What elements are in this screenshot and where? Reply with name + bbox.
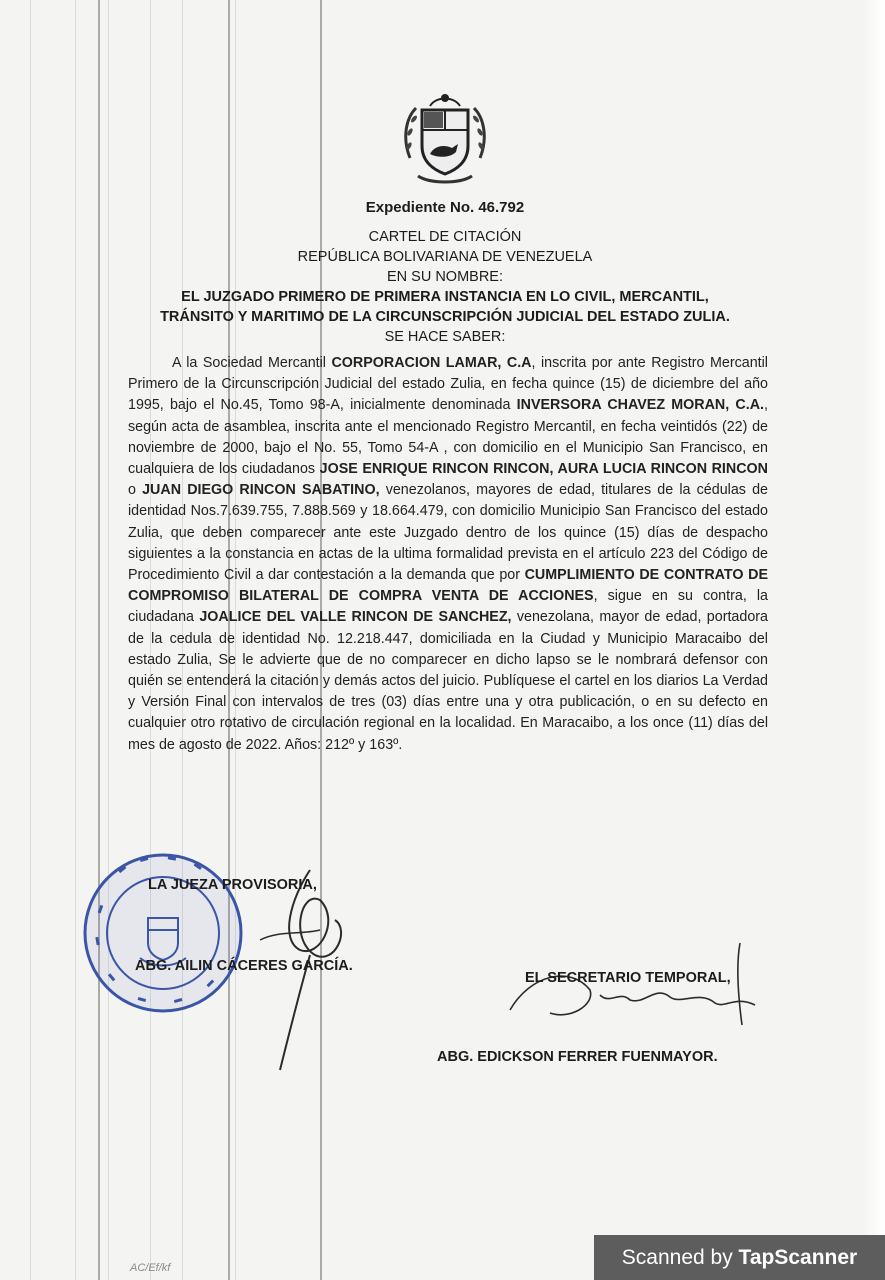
se-hace-saber: SE HACE SABER: [384,329,506,345]
body-text: A la Sociedad Mercantil [172,355,332,371]
court-name-line2: TRÁNSITO Y MARITIMO DE LA CIRCUNSCRIPCIÓN JUDICIAL DEL ESTADO ZULIA. [160,309,730,325]
watermark-prefix: Scanned by [621,1246,739,1269]
page-right-edge [863,0,885,1280]
republic-name: REPÚBLICA BOLIVARIANA DE VENEZUELA [297,249,593,265]
body-text: , según acta de asamblea, inscrita ante el mencionado Registro Mercantil, en fecha veintidós (22) de noviembre de 2000, bajo el No. 55, Tomo 54-A , con domicilio en el Municipio San Francisco, en cualquiera de los ciudadanos [128,397,768,478]
jueza-title: LA JUEZA PROVISORIA, [148,877,317,893]
body-text: , inscrita por ante Registro Mercantil Primero de la Circunscripción Judicial del estado Zulia, en fecha quince (15) de diciembre del año 1995, bajo el No.45, Tomo 98-A, inicialmente denominada [128,355,768,414]
court-name-line1: EL JUZGADO PRIMERO DE PRIMERA INSTANCIA EN LO CIVIL, MERCANTIL, [181,289,709,305]
lawsuit-subject: CUMPLIMIENTO DE CONTRATO DE COMPROMISO BILATERAL DE COMPRA VENTA DE ACCIONES [128,567,768,605]
jueza-name: ABG. AILIN CÁCERES GARCÍA. [135,958,353,974]
secretario-name: ABG. EDICKSON FERRER FUENMAYOR. [437,1049,718,1065]
scan-streak [75,0,76,1280]
document-reference: AC/Ef/kf [130,1262,171,1274]
body-text: venezolana, mayor de edad, portadora de la cedula de identidad No. 12.218.447, domiciliada en la Ciudad y Municipio Maracaibo del estado Zulia, Se le advierte que de no comparecer en dicho lapso se le nombrará defensor con quién se entenderá la citación y demás actos del juicio. Publíquese el cartel en los diarios La Verdad y Versión Final con intervalos de tres (03) días entre una y otra publicación, o en su defecto en cualquier otro rotativo de circulación regional en la localidad. En Maracaibo, a los once (11) días del mes de agosto de 2022. Años: 212º y 163º. [128,609,768,753]
plaintiff-name: JOALICE DEL VALLE RINCON DE SANCHEZ, [199,609,512,626]
company-name: CORPORACION LAMAR, C.A [331,355,532,371]
citizen-name: JUAN DIEGO RINCON SABATINO, [142,482,380,499]
expediente-number: Expediente No. 46.792 [365,199,525,216]
body-text: o [128,482,143,499]
citation-body [128,353,768,756]
tapscanner-watermark [594,1235,885,1280]
citizen-names: JOSE ENRIQUE RINCON RINCON, AURA LUCIA RINCON RINCON [319,461,769,478]
scan-streak [98,0,100,1280]
document-header [110,227,780,347]
secretario-title: EL SECRETARIO TEMPORAL, [525,970,731,986]
coat-of-arms-icon [400,88,490,188]
scan-streak [108,0,109,1280]
watermark-brand: TapScanner [738,1246,858,1269]
court-seal-stamp [78,848,248,1018]
en-su-nombre: EN SU NOMBRE: [386,269,503,285]
scan-streak [30,0,31,1280]
former-company-name: INVERSORA CHAVEZ MORAN, C.A. [516,397,765,414]
cartel-title: CARTEL DE CITACIÓN [368,229,522,245]
body-text: , sigue en su contra, la ciudadana [128,588,768,626]
body-text: venezolanos, mayores de edad, titulares de la cédulas de identidad Nos.7.639.755, 7.888.569 y 18.664.479, con domicilio Municipio San Francisco del estado Zulia, que deben comparecer ante este Juzgado dentro de los quince (15) días de despacho siguientes a la constancia en actas de la ultima formalidad prevista en el artículo 223 del Código de Procedimiento Civil a dar contestación a la demanda que por [128,482,768,584]
